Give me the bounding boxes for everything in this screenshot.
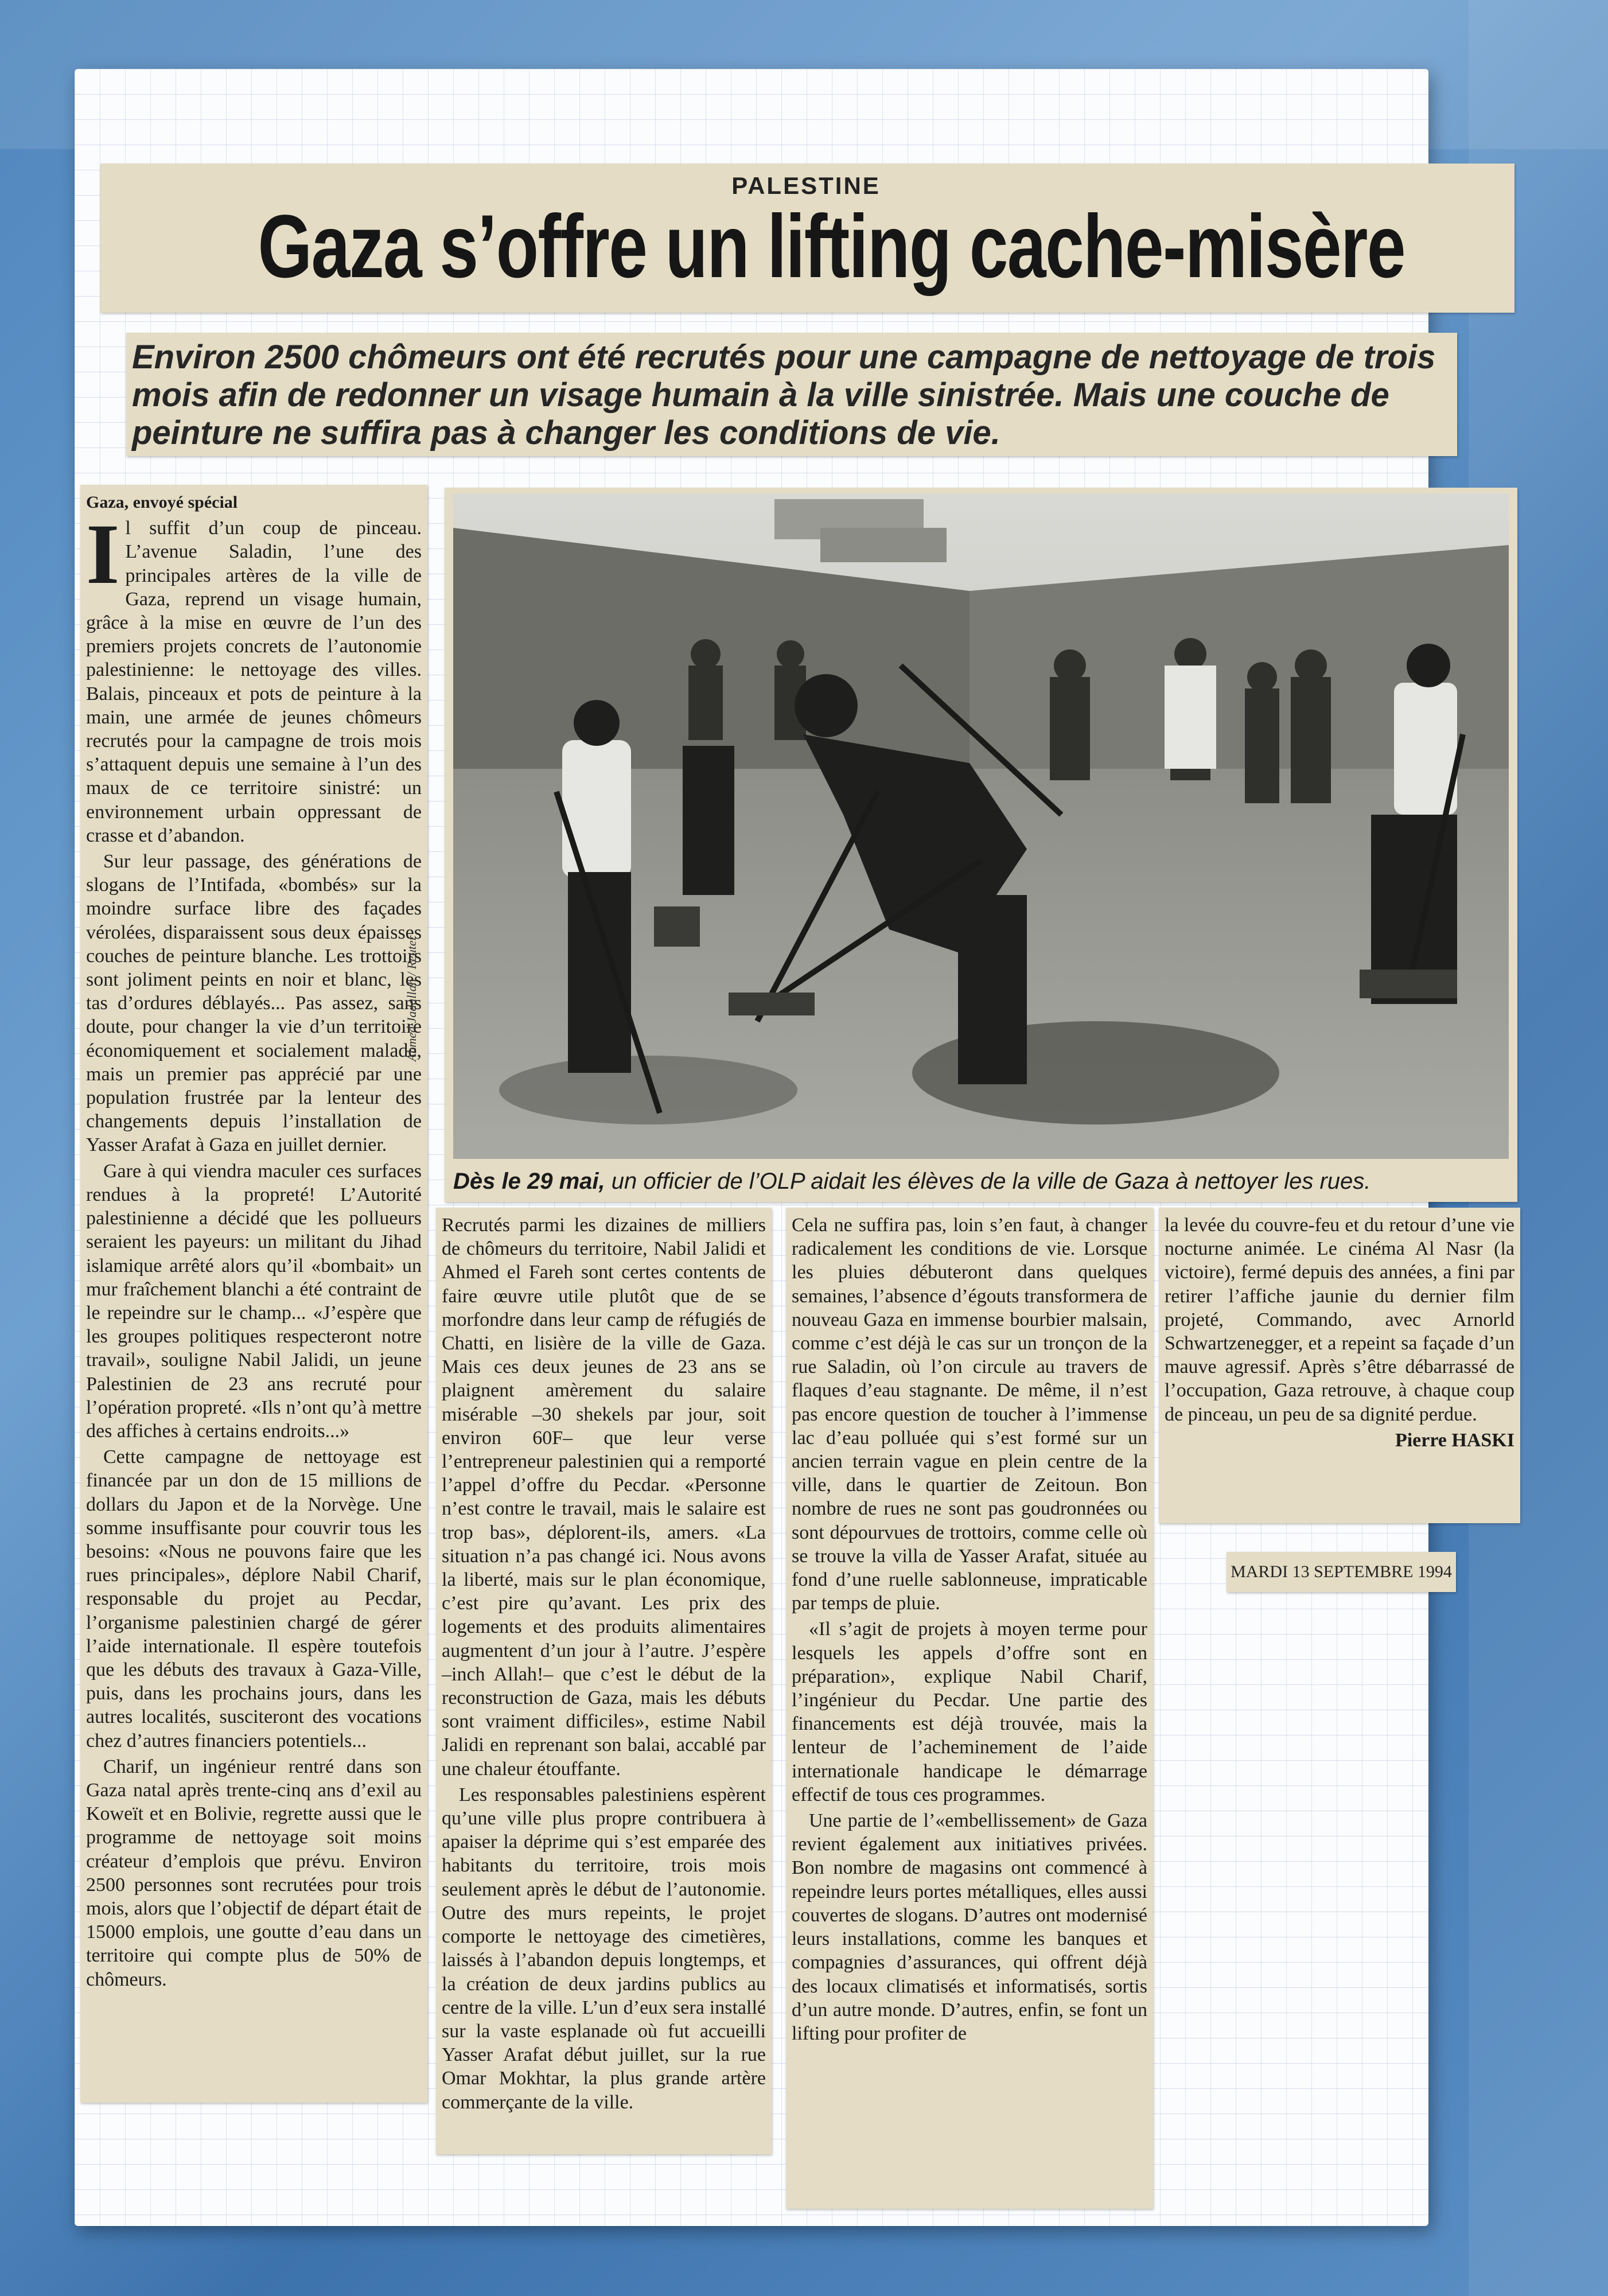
drop-cap: I [86, 507, 120, 602]
column-1 [86, 491, 422, 1994]
paragraph: Cela ne suffira pas, loin s’en faut, à changer radicalement les conditions de vie. Lorsque les pluies débuteront dans quelques semaines, l’absence d’égouts transformera de nouveau Gaza en immense bourbier malsain, comme c’est déjà le cas sur un tronçon de la rue Saladin, où l’on circule au travers de flaques d’eau stagnante. De même, il n’est pas encore question de toucher à l’immense lac d’eau polluée qui s’est formé sur un ancien terrain vague en plein centre de la ville, dans le quartier de Zeitoun. Bon nombre de rues ne sont pas goudronnées ou sont dépourvues de trottoirs, comme celle où se trouve la villa de Yasser Arafat, située au fond d’une ruelle sablonneuse, impraticable par temps de pluie. [792, 1215, 1147, 1614]
dateline: Gaza, envoyé spécial [86, 493, 238, 512]
column-2 [442, 1213, 766, 2116]
caption-text: un officier de l’OLP aidait les élèves de la ville de Gaza à nettoyer les rues. [605, 1169, 1371, 1194]
paragraph: Gare à qui viendra maculer ces surfaces rendues à la propreté! L’Autorité palestinienne a décidé que les pollueurs seraient les payeurs: un militant du Jihad islamique arrêté alors qu’il «bombait» un mur fraîchement blanchi a été contraint de le repeindre sur le champ... «J’espère que les groupes politiques respecteront notre travail», souligne Nabil Jalidi, un jeune Palestinien de 23 ans recruté pour l’opération propreté. «Ils n’ont qu’à mettre des affiches à certains endroits...» [86, 1160, 422, 1442]
author-signature: Pierre HASKI [1395, 1429, 1514, 1451]
caption-lead: Dès le 29 mai, [453, 1169, 605, 1194]
paragraph: Charif, un ingénieur rentré dans son Gaza natal après trente-cinq ans d’exil au Koweït et en Bolivie, regrette aussi que le programme de nettoyage soit moins créateur d’emplois que prévu. Environ 2500 personnes sont recrutées pour trois mois, alors que l’objectif de départ était de 15000 emplois, une goutte d’eau dans un territoire qui compte plus de 50% de chômeurs. [86, 1756, 422, 1990]
standfirst: Environ 2500 chômeurs ont été recrutés pour une campagne de nettoyage de trois mois afin de redonner un visage humain à la ville sinistrée. Mais une couche de peinture ne suffira pas à changer les conditions de vie. [132, 338, 1436, 452]
column-3 [792, 1213, 1147, 2048]
photo-caption [453, 1168, 1509, 1195]
date-stamp: MARDI 13 SEPTEMBRE 1994 [1227, 1552, 1456, 1592]
paragraph: Il suffit d’un coup de pinceau. L’avenue Saladin, l’une des principales artères de la ville de Gaza, reprend un visage humain, grâce à la mise en œuvre de l’un des premiers projets concrets de l’autonomie palestinienne: le nettoyage des villes. Balais, pinceaux et pots de peinture à la main, une armée de jeunes chômeurs recrutés pour la campagne de trois mois s’attaquent depuis une semaine à l’un des maux de ce territoire sinistré: un environnement urbain oppressant de crasse et d’abandon. [86, 507, 422, 846]
photo-credit: Ahmed Jadallah / Reuter [404, 935, 419, 1061]
section-label: PALESTINE [731, 172, 881, 199]
paragraph: Les responsables palestiniens espèrent qu’une ville plus propre contribuera à apaiser la déprime qui s’est emparée des habitants du territoire, trois mois seulement après le début de l’autonomie. Outre des murs repeints, le projet comporte le nettoyage des cimetières, laissés à l’abandon depuis longtemps, et la création de deux jardins publics au centre de la ville. L’un d’eux sera installé sur la vaste esplanade où fut accueilli Yasser Arafat début juillet, sur la rue Omar Mokhtar, la plus grande artère commerçante de la ville. [442, 1784, 766, 2113]
paragraph: Cette campagne de nettoyage est financée par un don de 15 millions de dollars du Japon et de la Norvège. Une somme insuffisante pour couvrir tous les besoins: «Nous ne pouvons faire que les rues principales», déplore Nabil Charif, responsable du projet au Pecdar, l’organisme palestinien chargé de gérer l’aide internationale. Il espère toutefois que les débuts des travaux à Gaza-Ville, puis, dans les prochains jours, dans les autres localités, susciteront des vocations chez d’autres financiers potentiels... [86, 1446, 422, 1752]
headline: Gaza s’offre un lifting cache-misère [258, 197, 1405, 297]
photo-illustration [453, 493, 1509, 1159]
paragraph: Sur leur passage, des générations de slogans de l’Intifada, «bombés» sur la moindre surface libre des façades vérolées, disparaissent sous deux épaisses couches de peinture blanche. Les trottoirs sont joliment peints en noir et blanc, les tas d’ordures déblayés... Pas assez, sans doute, pour changer la vie d’un territoire économiquement et socialement malade, mais un premier pas apprécié par une population frustrée par la lenteur des changements depuis l’installation de Yasser Arafat à Gaza en juillet dernier. [86, 851, 422, 1156]
column-4 [1165, 1213, 1514, 1452]
news-photo [453, 493, 1509, 1159]
paragraph: «Il s’agit de projets à moyen terme pour lesquels les appels d’offre sont en préparation», explique Nabil Charif, l’ingénieur du Pecdar. Une partie des financements est déjà trouvée, mais la lenteur de l’acheminement de l’aide internationale handicape le démarrage effectif de tous ces programmes. [792, 1618, 1147, 1805]
paragraph: Une partie de l’«embellissement» de Gaza revient également aux initiatives privées. Bon nombre de magasins ont commencé à repeindre leurs portes métalliques, elles aussi couvertes de slogans. D’autres ont modernisé leurs installations, comme les banques et compagnies d’assurances, qui offrent déjà des locaux climatisés et informatisés, sortis d’un autre monde. D’autres, enfin, se font un lifting pour profiter de [792, 1810, 1147, 2044]
paragraph: la levée du couvre-feu et du retour d’une vie nocturne animée. Le cinéma Al Nasr (la victoire), fermé depuis des années, a fini par retirer l’affiche jaunie du dernier film projeté, Commando, avec Arnorld Schwartzenegger, et a repeint sa façade d’un mauve agressif. Après s’être débarrassé de l’occupation, Gaza retrouve, à chaque coup de pinceau, un peu de sa dignité perdue. [1165, 1215, 1514, 1425]
paragraph: Recrutés parmi les dizaines de milliers de chômeurs du territoire, Nabil Jalidi et Ahmed el Fareh sont certes contents de faire œuvre utile plutôt que de se morfondre dans leur camp de réfugiés de Chatti, en lisière de la ville de Gaza. Mais ces deux jeunes de 23 ans se plaignent amèrement du salaire misérable –30 shekels par jour, soit environ 60F– que leur verse l’entrepreneur palestinien qui a remporté l’appel d’offre du Pecdar. «Personne n’est contre le travail, mais le salaire est trop bas», déplorent-ils, amers. «La situation n’a pas changé ici. Nous avons la liberté, mais sur le plan économique, c’est pire qu’avant. Les prix des logements et des produits alimentaires augmentent d’un jour à l’autre. J’espère –inch Allah!– que c’est le début de la reconstruction de Gaza, mais les débuts sont vraiment difficiles», estime Nabil Jalidi en reprenant son balai, accablé par une chaleur étouffante. [442, 1215, 766, 1780]
